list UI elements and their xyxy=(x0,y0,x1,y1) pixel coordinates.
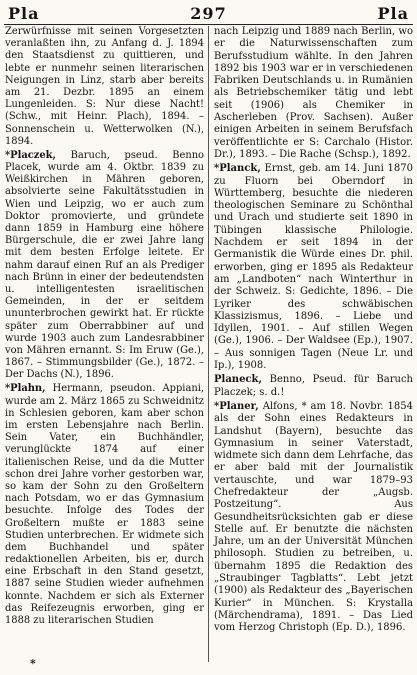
entry-text: Benno, Pseud. für Baruch Placzek; s. d.! xyxy=(214,374,413,398)
entry-headword: Planeck, xyxy=(214,374,262,386)
header-left-word: Pla xyxy=(8,3,40,23)
right-column xyxy=(214,26,413,635)
entry-text: Hermann, pseudon. Appiani, wurde am 2. März 1865 zu Schweidnitz in Schlesien geboren, kam aber schon im ersten Lebensjahre nach Berlin. Sein Vater, ein Buchhändler, verunglückte 1874 auf einer italienischen Reise, und da die Mutter schon drei Jahre vorher gestorben war, so kam der Sohn zu den Großeltern nach Potsdam, wo er das Gymnasium besuchte. Infolge des Todes der Großeltern mußte er 1883 seine Studien unterbrechen. Er widmete sich dem Buchhandel und später redaktionellen Arbeiten, bis er, durch eine Erbschaft in den Stand gesetzt, 1887 seine Studien wieder aufnehmen konnte. Nachdem er sich als Externer das Reifezeugnis erworben, ging er 1888 zu literarischen Studien xyxy=(5,383,204,626)
entry xyxy=(214,163,413,372)
page-header xyxy=(8,3,409,23)
entry xyxy=(214,26,413,161)
entry xyxy=(214,374,413,399)
entry-headword: *Planck, xyxy=(214,163,261,175)
entry xyxy=(5,26,204,148)
entry-text: Ernst, geb. am 14. Juni 1870 zu Fluorn bei Oberndorf in Württemberg, besuchte die niederen theologischen Seminare zu Schönthal und Urach und studierte seit 1890 in Tübingen klassische Philologie. Nachdem er seit 1894 in der Germanistik die Würde eines Dr. phil. erworben, ging er 1895 als Redakteur am „Landboten“ nach Winterthur in der Schweiz. S: Gedichte, 1896. – Die Lyriker des schwäbischen Klassizismus, 1896. – Liebe und Idyllen, 1901. – Auf stillen Wegen (Ge.), 1906. – Der Waldsee (Ep.), 1907. – Aus sonnigen Tagen (Neue Lr. und Ip.), 1908. xyxy=(214,163,413,372)
entry-headword: *Planer, xyxy=(214,400,259,412)
entry-text: Baruch, pseud. Benno Placek, wurde am 4. Oktbr. 1839 zu Weißkirchen in Mähren geboren, absolvierte seine Fakultätsstudien in Wien und Leipzig, wo er auch zum Doktor promovierte, und gründete dann 1859 in Hamburg eine höhere Bürgerschule, die er zwei Jahre lang mit dem besten Erfolge leitete. Er nahm darauf einen Ruf an als Prediger nach Brünn in einer der bedeutendsten u. intelligentesten israelitischen Gemeinden, in der er seitdem ununterbrochen gewirkt hat. Er rückte später zum Oberrabbiner auf und wurde 1903 auch zum Landesrabbiner von Mähren ernannt. S: Im Eruw (Ge.), 1867. – Stimmungsbilder (Ge.), 1872. – Der Dachs (N.), 1896. xyxy=(5,149,205,381)
entry-text: Alfons, * am 18. Novbr. 1854 als der Sohn eines Redakteurs in Landshut (Bayern), besuchte das Gymnasium in seiner Vaterstadt, widmete sich dann dem Lehrfache, das er aber bald mit der Journalistik vertauschte, und war 1879–93 Chefredakteur der „Augsb. Postzeitung“. Aus Gesundheitsrücksichten gab er diese Stelle auf. Er benutzte die nächsten Jahre, um an der Universität München philosoph. Studien zu betreiben, u. übernahm 1895 die Redaktion des „Straubinger Tagblatts“. Lebt jetzt (1900) als Redakteur des „Bayerischen Kurier“ in München. S: Krystalla (Märchendrama), 1891. – Das Lied vom Herzog Christoph (Ep. D.), 1896. xyxy=(214,400,414,634)
header-right-word: Pla xyxy=(377,3,409,23)
entry-headword: *Placzek, xyxy=(5,149,56,161)
entry xyxy=(5,150,204,382)
entry xyxy=(5,383,204,627)
entry-text: nach Leipzig und 1889 nach Berlin, wo er die Naturwissenschaften zum Berufsstudium wählte. In den Jahren 1892 bis 1903 war er in verschiedenen Fabriken Deutschlands u. in Rumänien als Betriebschemiker tätig und lebt seit (1906) als Chemiker in Ascherleben (Prov. Sachsen). Außer einigen Arbeiten in seinem Berufsfach veröffentlichte er S: Carchalo (Histor. Dr.), 1893. – Die Rache (Schsp.), 1892. xyxy=(214,26,413,160)
footer-asterisk: * xyxy=(30,657,36,670)
entry-headword: *Plahn, xyxy=(5,383,46,395)
column-divider xyxy=(208,26,209,662)
page-number: 297 xyxy=(190,3,227,23)
header-rule xyxy=(4,24,413,25)
entry-text: Zerwürfnisse mit seinen Vorgesetzten veranlaßten ihn, zu Anfang d. J. 1894 den Staatsdienst zu quittieren, und lebte er nunmehr seinen literarischen Neigungen in Linz, starb aber bereits am 21. Dezbr. 1895 an einem Lungenleiden. S: Nur diese Nacht! (Schw., mit Heinr. Plach), 1894. – Sonnenschein u. Wetterwolken (N.), 1894. xyxy=(5,26,204,147)
entry xyxy=(214,401,413,635)
left-column xyxy=(5,26,204,627)
